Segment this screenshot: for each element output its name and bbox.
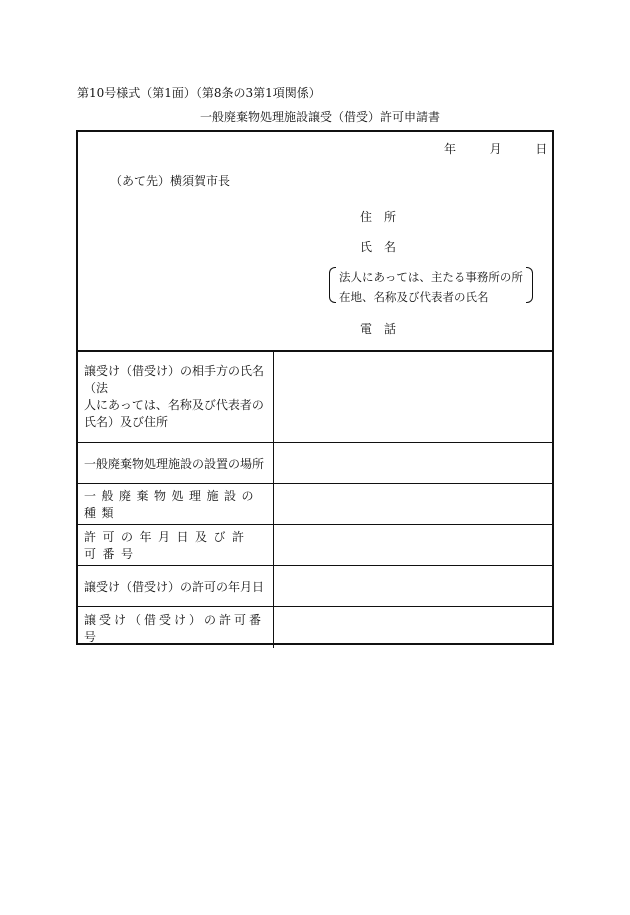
form-id-line: 第10号様式（第1面）（第8条の3第1項関係）: [77, 86, 321, 100]
date-row: [444, 140, 547, 157]
counterparty-label: [78, 352, 274, 442]
counterparty-label-line2: 人にあっては、名称及び代表者の: [84, 398, 264, 412]
corporate-note-line1: 法人にあっては、主たる事務所の所: [339, 270, 523, 284]
table-row: [78, 607, 552, 648]
facility-type-label: 一般廃棄物処理施設の種類: [78, 484, 274, 524]
right-bracket: [526, 267, 533, 303]
phone-label: 電 話: [360, 322, 397, 336]
permit-date-number-label: 許可の年月日及び許可番号: [78, 525, 274, 565]
table-row: [78, 443, 552, 484]
facility-type-value[interactable]: [274, 484, 552, 524]
corporate-note: [329, 265, 533, 305]
address-label: 住 所: [360, 210, 397, 224]
applicant-header-section: [78, 132, 552, 352]
transfer-permit-date-value[interactable]: [274, 566, 552, 606]
transfer-permit-number-label: 譲受け（借受け）の許可番号: [78, 607, 274, 648]
date-month-label: 月: [489, 142, 502, 156]
name-label: 氏 名: [360, 240, 397, 254]
permit-date-number-value[interactable]: [274, 525, 552, 565]
facility-location-label: 一般廃棄物処理施設の設置の場所: [78, 443, 274, 483]
corporate-note-line2: 在地、名称及び代表者の氏名: [339, 290, 489, 304]
details-table: [78, 352, 552, 648]
counterparty-value[interactable]: [274, 352, 552, 442]
transfer-permit-number-value[interactable]: [274, 607, 552, 648]
table-row: [78, 566, 552, 607]
table-row: [78, 525, 552, 566]
table-row: [78, 352, 552, 443]
table-row: [78, 484, 552, 525]
counterparty-label-line1: 譲受け（借受け）の相手方の氏名（法: [84, 364, 265, 395]
facility-location-value[interactable]: [274, 443, 552, 483]
transfer-permit-date-label: 譲受け（借受け）の許可の年月日: [78, 566, 274, 606]
form-title: 一般廃棄物処理施設譲受（借受）許可申請書: [199, 110, 440, 124]
left-bracket: [329, 267, 336, 303]
date-year-label: 年: [444, 142, 457, 156]
application-form-frame: [76, 130, 554, 645]
date-day-label: 日: [535, 142, 548, 156]
addressee: （あて先）横須賀市長: [110, 174, 231, 188]
counterparty-label-line3: 氏名）及び住所: [84, 415, 169, 429]
